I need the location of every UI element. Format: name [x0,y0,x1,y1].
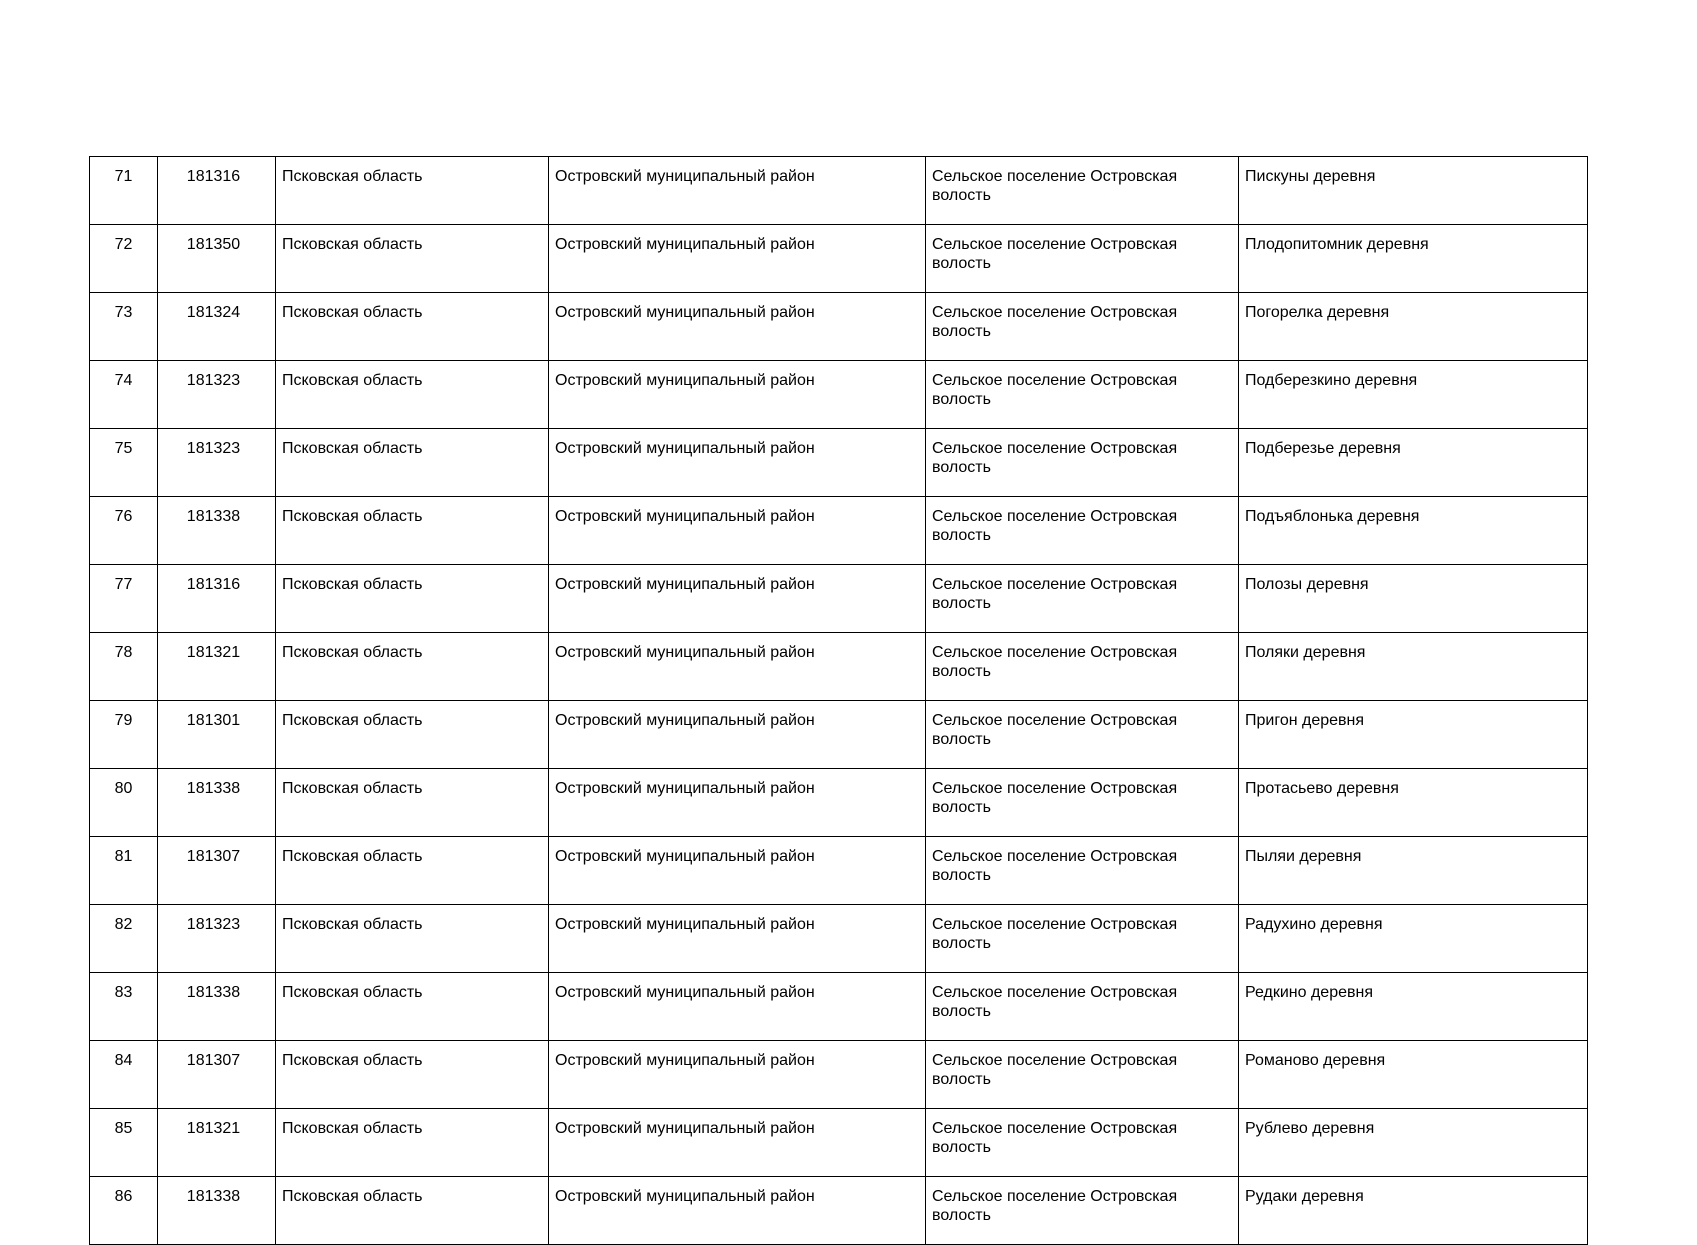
table-row [90,293,1588,361]
region-cell: Псковская область [276,565,549,633]
locality-cell: Радухино деревня [1239,905,1588,973]
district-cell: Островский муниципальный район [549,701,926,769]
region-cell: Псковская область [276,429,549,497]
district-cell: Островский муниципальный район [549,497,926,565]
district-cell: Островский муниципальный район [549,157,926,225]
postal-code-cell: 181321 [158,1109,276,1177]
postal-code-cell: 181323 [158,361,276,429]
table-row [90,225,1588,293]
table-row [90,973,1588,1041]
postal-code-cell: 181338 [158,769,276,837]
postal-code-cell: 181323 [158,905,276,973]
locality-cell: Подъяблонька деревня [1239,497,1588,565]
row-number-cell: 76 [90,497,158,565]
table-row [90,157,1588,225]
table-row [90,1177,1588,1245]
settlement-cell: Сельское поселение Островская волость [926,1041,1239,1109]
table-row [90,769,1588,837]
row-number-cell: 86 [90,1177,158,1245]
settlement-cell: Сельское поселение Островская волость [926,769,1239,837]
settlement-cell: Сельское поселение Островская волость [926,973,1239,1041]
row-number-cell: 72 [90,225,158,293]
settlement-cell: Сельское поселение Островская волость [926,837,1239,905]
district-cell: Островский муниципальный район [549,429,926,497]
settlement-cell: Сельское поселение Островская волость [926,225,1239,293]
postal-code-cell: 181316 [158,565,276,633]
district-cell: Островский муниципальный район [549,565,926,633]
row-number-cell: 85 [90,1109,158,1177]
row-number-cell: 83 [90,973,158,1041]
district-cell: Островский муниципальный район [549,225,926,293]
postal-code-cell: 181350 [158,225,276,293]
row-number-cell: 81 [90,837,158,905]
row-number-cell: 82 [90,905,158,973]
settlement-cell: Сельское поселение Островская волость [926,497,1239,565]
region-cell: Псковская область [276,905,549,973]
locality-cell: Романово деревня [1239,1041,1588,1109]
locality-cell: Поляки деревня [1239,633,1588,701]
region-cell: Псковская область [276,497,549,565]
postal-code-cell: 181338 [158,1177,276,1245]
settlement-cell: Сельское поселение Островская волость [926,1177,1239,1245]
table-row [90,361,1588,429]
locality-cell: Подберезье деревня [1239,429,1588,497]
region-cell: Псковская область [276,293,549,361]
postal-code-cell: 181307 [158,1041,276,1109]
postal-code-cell: 181338 [158,973,276,1041]
district-cell: Островский муниципальный район [549,1109,926,1177]
region-cell: Псковская область [276,361,549,429]
row-number-cell: 79 [90,701,158,769]
row-number-cell: 74 [90,361,158,429]
locality-cell: Пригон деревня [1239,701,1588,769]
table-row [90,701,1588,769]
settlement-cell: Сельское поселение Островская волость [926,701,1239,769]
locality-cell: Рудаки деревня [1239,1177,1588,1245]
district-cell: Островский муниципальный район [549,837,926,905]
table-row [90,905,1588,973]
row-number-cell: 71 [90,157,158,225]
locality-cell: Редкино деревня [1239,973,1588,1041]
row-number-cell: 80 [90,769,158,837]
locality-cell: Плодопитомник деревня [1239,225,1588,293]
region-cell: Псковская область [276,837,549,905]
row-number-cell: 84 [90,1041,158,1109]
table-row [90,837,1588,905]
region-cell: Псковская область [276,225,549,293]
settlement-cell: Сельское поселение Островская волость [926,905,1239,973]
table-body [90,157,1588,1245]
locality-cell: Подберезкино деревня [1239,361,1588,429]
region-cell: Псковская область [276,1109,549,1177]
district-cell: Островский муниципальный район [549,769,926,837]
postal-code-cell: 181301 [158,701,276,769]
region-cell: Псковская область [276,1177,549,1245]
settlement-cell: Сельское поселение Островская волость [926,633,1239,701]
district-cell: Островский муниципальный район [549,905,926,973]
locality-cell: Полозы деревня [1239,565,1588,633]
row-number-cell: 73 [90,293,158,361]
postal-code-cell: 181338 [158,497,276,565]
table-row [90,1041,1588,1109]
settlement-cell: Сельское поселение Островская волость [926,1109,1239,1177]
settlement-cell: Сельское поселение Островская волость [926,565,1239,633]
region-cell: Псковская область [276,1041,549,1109]
settlement-cell: Сельское поселение Островская волость [926,429,1239,497]
district-cell: Островский муниципальный район [549,1177,926,1245]
row-number-cell: 75 [90,429,158,497]
table-row [90,1109,1588,1177]
region-cell: Псковская область [276,633,549,701]
postal-code-cell: 181316 [158,157,276,225]
table-row [90,633,1588,701]
postal-code-cell: 181307 [158,837,276,905]
region-cell: Псковская область [276,769,549,837]
row-number-cell: 78 [90,633,158,701]
locality-cell: Протасьево деревня [1239,769,1588,837]
table-row [90,497,1588,565]
locality-cell: Рублево деревня [1239,1109,1588,1177]
district-cell: Островский муниципальный район [549,973,926,1041]
district-cell: Островский муниципальный район [549,293,926,361]
table-row [90,429,1588,497]
postal-code-cell: 181324 [158,293,276,361]
table-row [90,565,1588,633]
locality-cell: Пыляи деревня [1239,837,1588,905]
district-cell: Островский муниципальный район [549,361,926,429]
settlement-cell: Сельское поселение Островская волость [926,361,1239,429]
region-cell: Псковская область [276,701,549,769]
region-cell: Псковская область [276,157,549,225]
locality-cell: Погорелка деревня [1239,293,1588,361]
localities-table [89,156,1588,1245]
row-number-cell: 77 [90,565,158,633]
postal-code-cell: 181321 [158,633,276,701]
locality-cell: Пискуны деревня [1239,157,1588,225]
district-cell: Островский муниципальный район [549,633,926,701]
postal-code-cell: 181323 [158,429,276,497]
region-cell: Псковская область [276,973,549,1041]
settlement-cell: Сельское поселение Островская волость [926,157,1239,225]
settlement-cell: Сельское поселение Островская волость [926,293,1239,361]
district-cell: Островский муниципальный район [549,1041,926,1109]
